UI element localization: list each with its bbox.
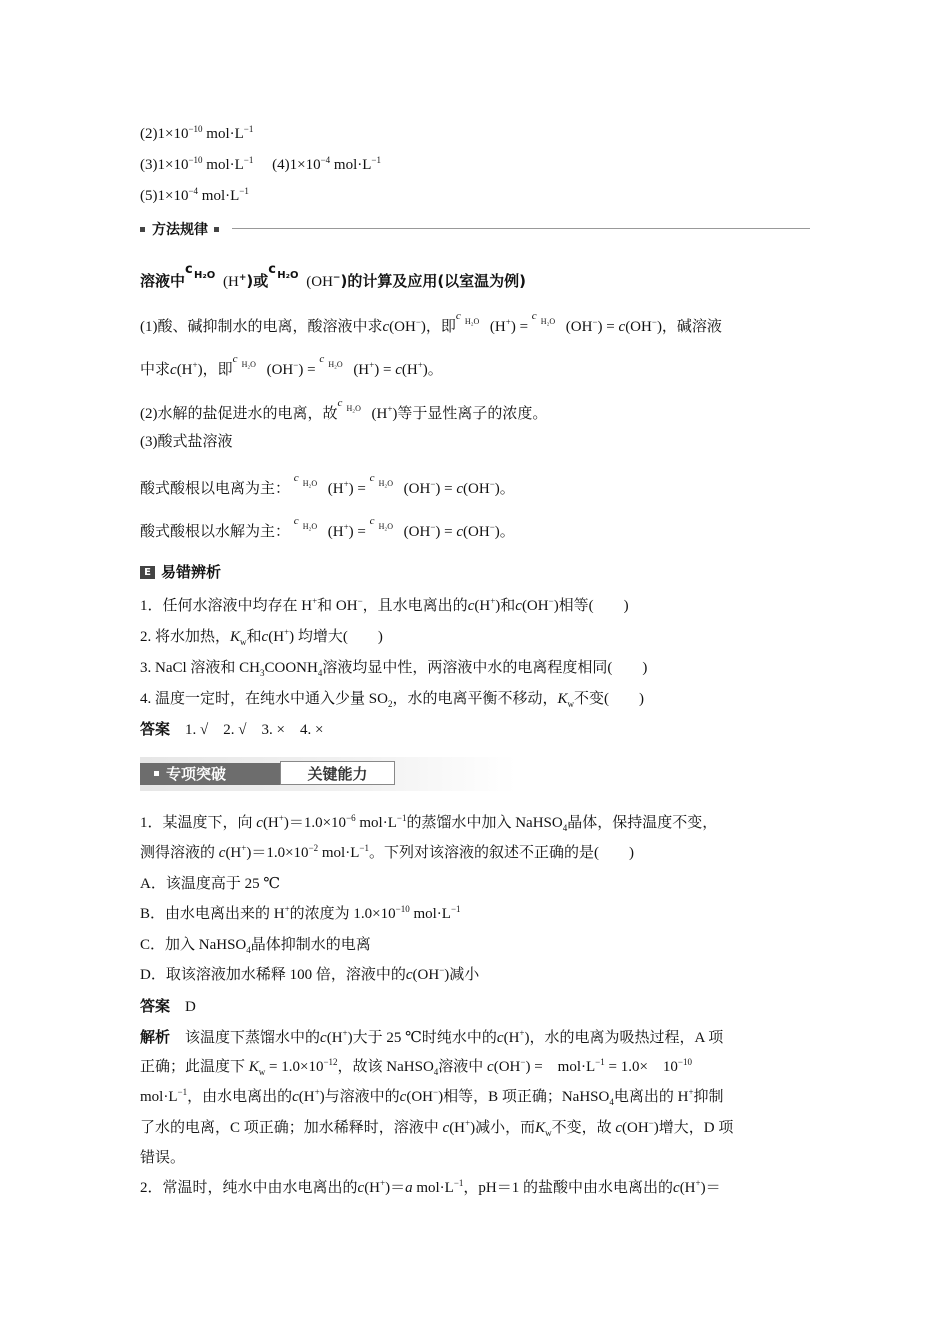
error-q3: 3. NaCl 溶液和 $CH_3COONH_4$溶液均显中性，两溶液中水的电离程度相同( ) bbox=[140, 660, 648, 678]
answer-line-2: $(2)1\times 10^{-10}$ $mol\cdot L^{-1}$ bbox=[140, 124, 254, 142]
problem1-stem-1: 1．某温度下，向 $c(H^+)=1.0\times 10^{-6}$ $mol\cdot L^{-1}$的蒸馏水中加入 NaHSO$_4$晶体，保持温度不变， bbox=[140, 813, 718, 833]
option-b: B．由水电离出来的 H+的浓度为 $1.0\times 10^{-10}$ $mol\cdot L^{-1}$ bbox=[140, 904, 461, 922]
problem1-stem-2: 测得溶液的 $c(H^+)=1.0\times 10^{-2}$ $mol\cdot L^{-1}$。下列对该溶液的叙述不正确的是( ) bbox=[140, 843, 634, 861]
error-q2: 2. 将水加热，$K_w$和c(H+) 均增大( ) bbox=[140, 627, 383, 647]
option-a: A．该温度高于 25 ℃ bbox=[140, 876, 281, 892]
explanation-2: 正确；此温度下 $K_w = 1.0\times 10^{-12}$，故该 NaHSO$_4$溶液中 c(OH−) = $mol\cdot L^{-1} = 1.0\times$ $10^{-10}$ bbox=[140, 1057, 692, 1077]
method-p5: 酸式酸根以电离为主： c H₂O (H+) = c H₂O (OH−) = c(OH−)。 bbox=[140, 472, 515, 497]
method-heading: 方法规律 bbox=[140, 219, 226, 239]
e-badge-icon: E bbox=[140, 566, 155, 579]
option-c: C．加入 NaHSO$_4$晶体抑制水的电离 bbox=[140, 937, 371, 955]
errors-answer: 答案 1. √ 2. √ 3. × 4. × bbox=[140, 720, 324, 738]
problem1-answer: 答案 D bbox=[140, 997, 196, 1015]
method-p1: (1)酸、碱抑制水的电离，酸溶液中求c(OH−)，即 c H₂O (H+) = c H₂O (OH−) = c(OH−)，碱溶液 bbox=[140, 310, 722, 335]
errors-heading: E 易错辨析 bbox=[140, 561, 221, 582]
method-p4: (3)酸式盐溶液 bbox=[140, 434, 233, 450]
problem2-stem-1: 2．常温时，纯水中由水电离出的c(H+)＝a $mol\cdot L^{-1}$，pH＝1 的盐酸中由水电离出的c(H+)＝ bbox=[140, 1178, 721, 1196]
option-d: D．取该溶液加水稀释 100 倍，溶液中的c(OH−)减小 bbox=[140, 965, 480, 983]
divider bbox=[232, 228, 810, 229]
error-q4: 4. 温度一定时，在纯水中通入少量 $SO_2$，水的电离平衡不移动，$K_w$不变( ) bbox=[140, 691, 644, 709]
error-q1: 1．任何水溶液中均存在 H+和 OH−，且水电离出的c(H+)和c(OH−)相等( ) bbox=[140, 596, 629, 614]
method-p2: 中求c(H+)，即 c H₂O (OH−) = c H₂O (H+) = c(H+)。 bbox=[140, 353, 443, 378]
explanation-3: $mol\cdot L^{-1}$，由水电离出的c(H+)与溶液中的c(OH−)相等，B 项正确；NaHSO$_4$电离出的 H+抑制 bbox=[140, 1087, 724, 1107]
method-p6: 酸式酸根以水解为主： c H₂O (H+) = c H₂O (OH−) = c(OH−)。 bbox=[140, 515, 515, 540]
square-bullet-icon bbox=[154, 771, 159, 776]
explanation-4: 了水的电离，C 项正确；加水稀释时，溶液中 c(H+)减小，而$K_w$不变，故 c(OH−)增大，D 项 bbox=[140, 1118, 734, 1138]
section-banner bbox=[140, 757, 516, 791]
banner-right: 关键能力 bbox=[280, 761, 395, 785]
method-title: 溶液中 c H₂O (H+)或 c H₂O (OH−)的计算及应用(以室温为例) bbox=[140, 262, 527, 290]
square-bullet-icon bbox=[214, 227, 219, 232]
explanation-5: 错误。 bbox=[140, 1150, 186, 1166]
method-p3: (2)水解的盐促进水的电离，故 c H₂O (H+)等于显性离子的浓度。 bbox=[140, 397, 548, 422]
explanation-1: 解析 该温度下蒸馏水中的c(H+)大于 25 ℃时纯水中的c(H+)，水的电离为吸热过程，A 项 bbox=[140, 1028, 724, 1046]
banner-left: 专项突破 bbox=[140, 763, 280, 785]
square-bullet-icon bbox=[140, 227, 145, 232]
answer-line-5: $(5)1\times 10^{-4}$ $mol\cdot L^{-1}$ bbox=[140, 186, 249, 204]
answer-line-3-4: $(3)1\times 10^{-10}$ $mol\cdot L^{-1}$ $(4)1\times 10^{-4}$ $mol\cdot L^{-1}$ bbox=[140, 155, 381, 173]
